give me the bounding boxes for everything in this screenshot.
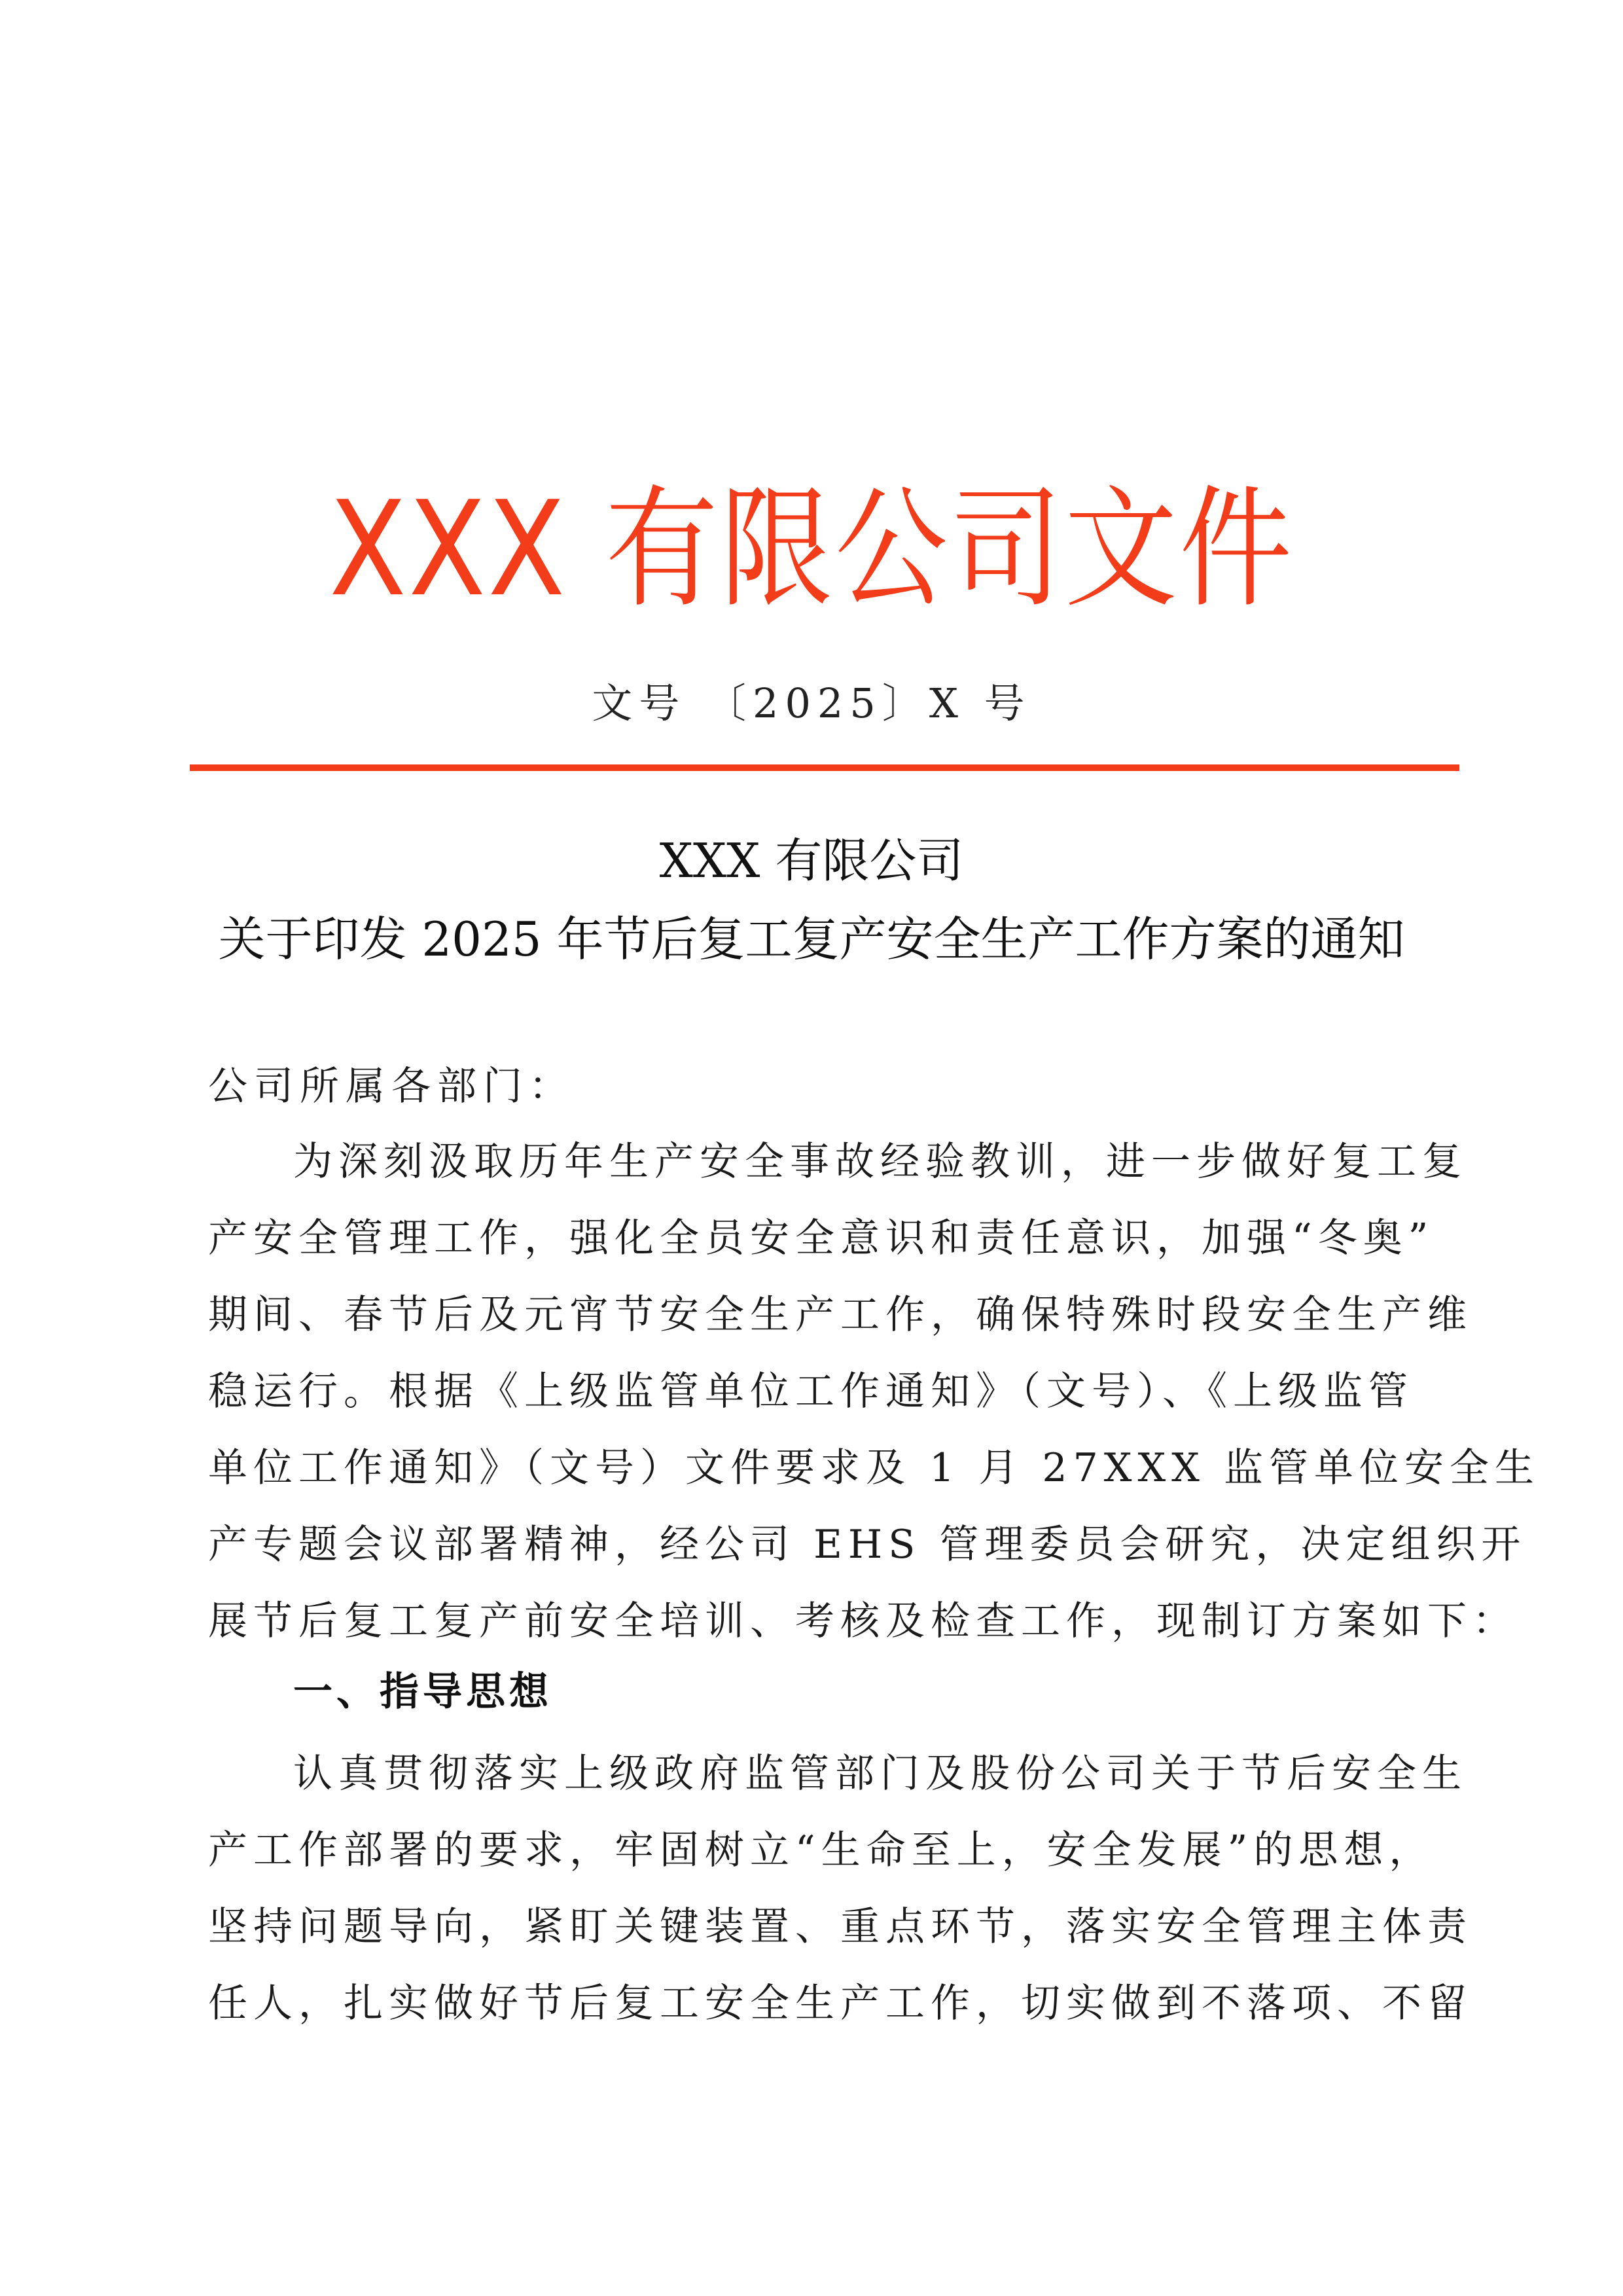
paragraph-line: 单位工作通知》（文号）文件要求及 1 月 27XXX 监管单位安全生 bbox=[208, 1445, 1540, 1491]
paragraph-line: 产安全管理工作，强化全员安全意识和责任意识，加强“冬奥” bbox=[208, 1215, 1435, 1261]
red-divider-line bbox=[190, 764, 1459, 771]
paragraph-line: 期间、春节后及元宵节安全生产工作，确保特殊时段安全生产维 bbox=[208, 1292, 1472, 1338]
headline-subject: 关于印发 2025 年节后复工复产安全生产工作方案的通知 bbox=[218, 912, 1405, 967]
paragraph-line: 为深刻汲取历年生产安全事故经验教训，进一步做好复工复 bbox=[293, 1139, 1467, 1185]
paragraph-line: 任人，扎实做好节后复工安全生产工作，切实做到不落项、不留 bbox=[208, 1981, 1472, 2026]
masthead-title bbox=[0, 471, 1623, 628]
paragraph-line: 稳运行。根据《上级监管单位工作通知》（文号）、《上级监管 bbox=[208, 1369, 1414, 1414]
paragraph-line: 认真贯彻落实上级政府监管部门及股份公司关于节后安全生 bbox=[293, 1751, 1467, 1797]
section-heading-guiding-thought: 一、指导思想 bbox=[293, 1669, 552, 1715]
paragraph-line: 产工作部署的要求，牢固树立“生命至上，安全发展”的思想， bbox=[208, 1827, 1435, 1873]
headline-company: XXX 有限公司 bbox=[659, 833, 964, 888]
salutation: 公司所属各部门： bbox=[208, 1064, 575, 1109]
paragraph-line: 坚持问题导向，紧盯关键装置、重点环节，落实安全管理主体责 bbox=[208, 1904, 1472, 1950]
masthead-text: XXX 有限公司文件 bbox=[329, 473, 1294, 626]
paragraph-line: 产专题会议部署精神，经公司 EHS 管理委员会研究，决定组织开 bbox=[208, 1522, 1527, 1568]
document-number: 文号 〔2025〕X 号 bbox=[592, 679, 1031, 727]
paragraph-line: 展节后复工复产前安全培训、考核及检查工作，现制订方案如下： bbox=[208, 1598, 1518, 1644]
